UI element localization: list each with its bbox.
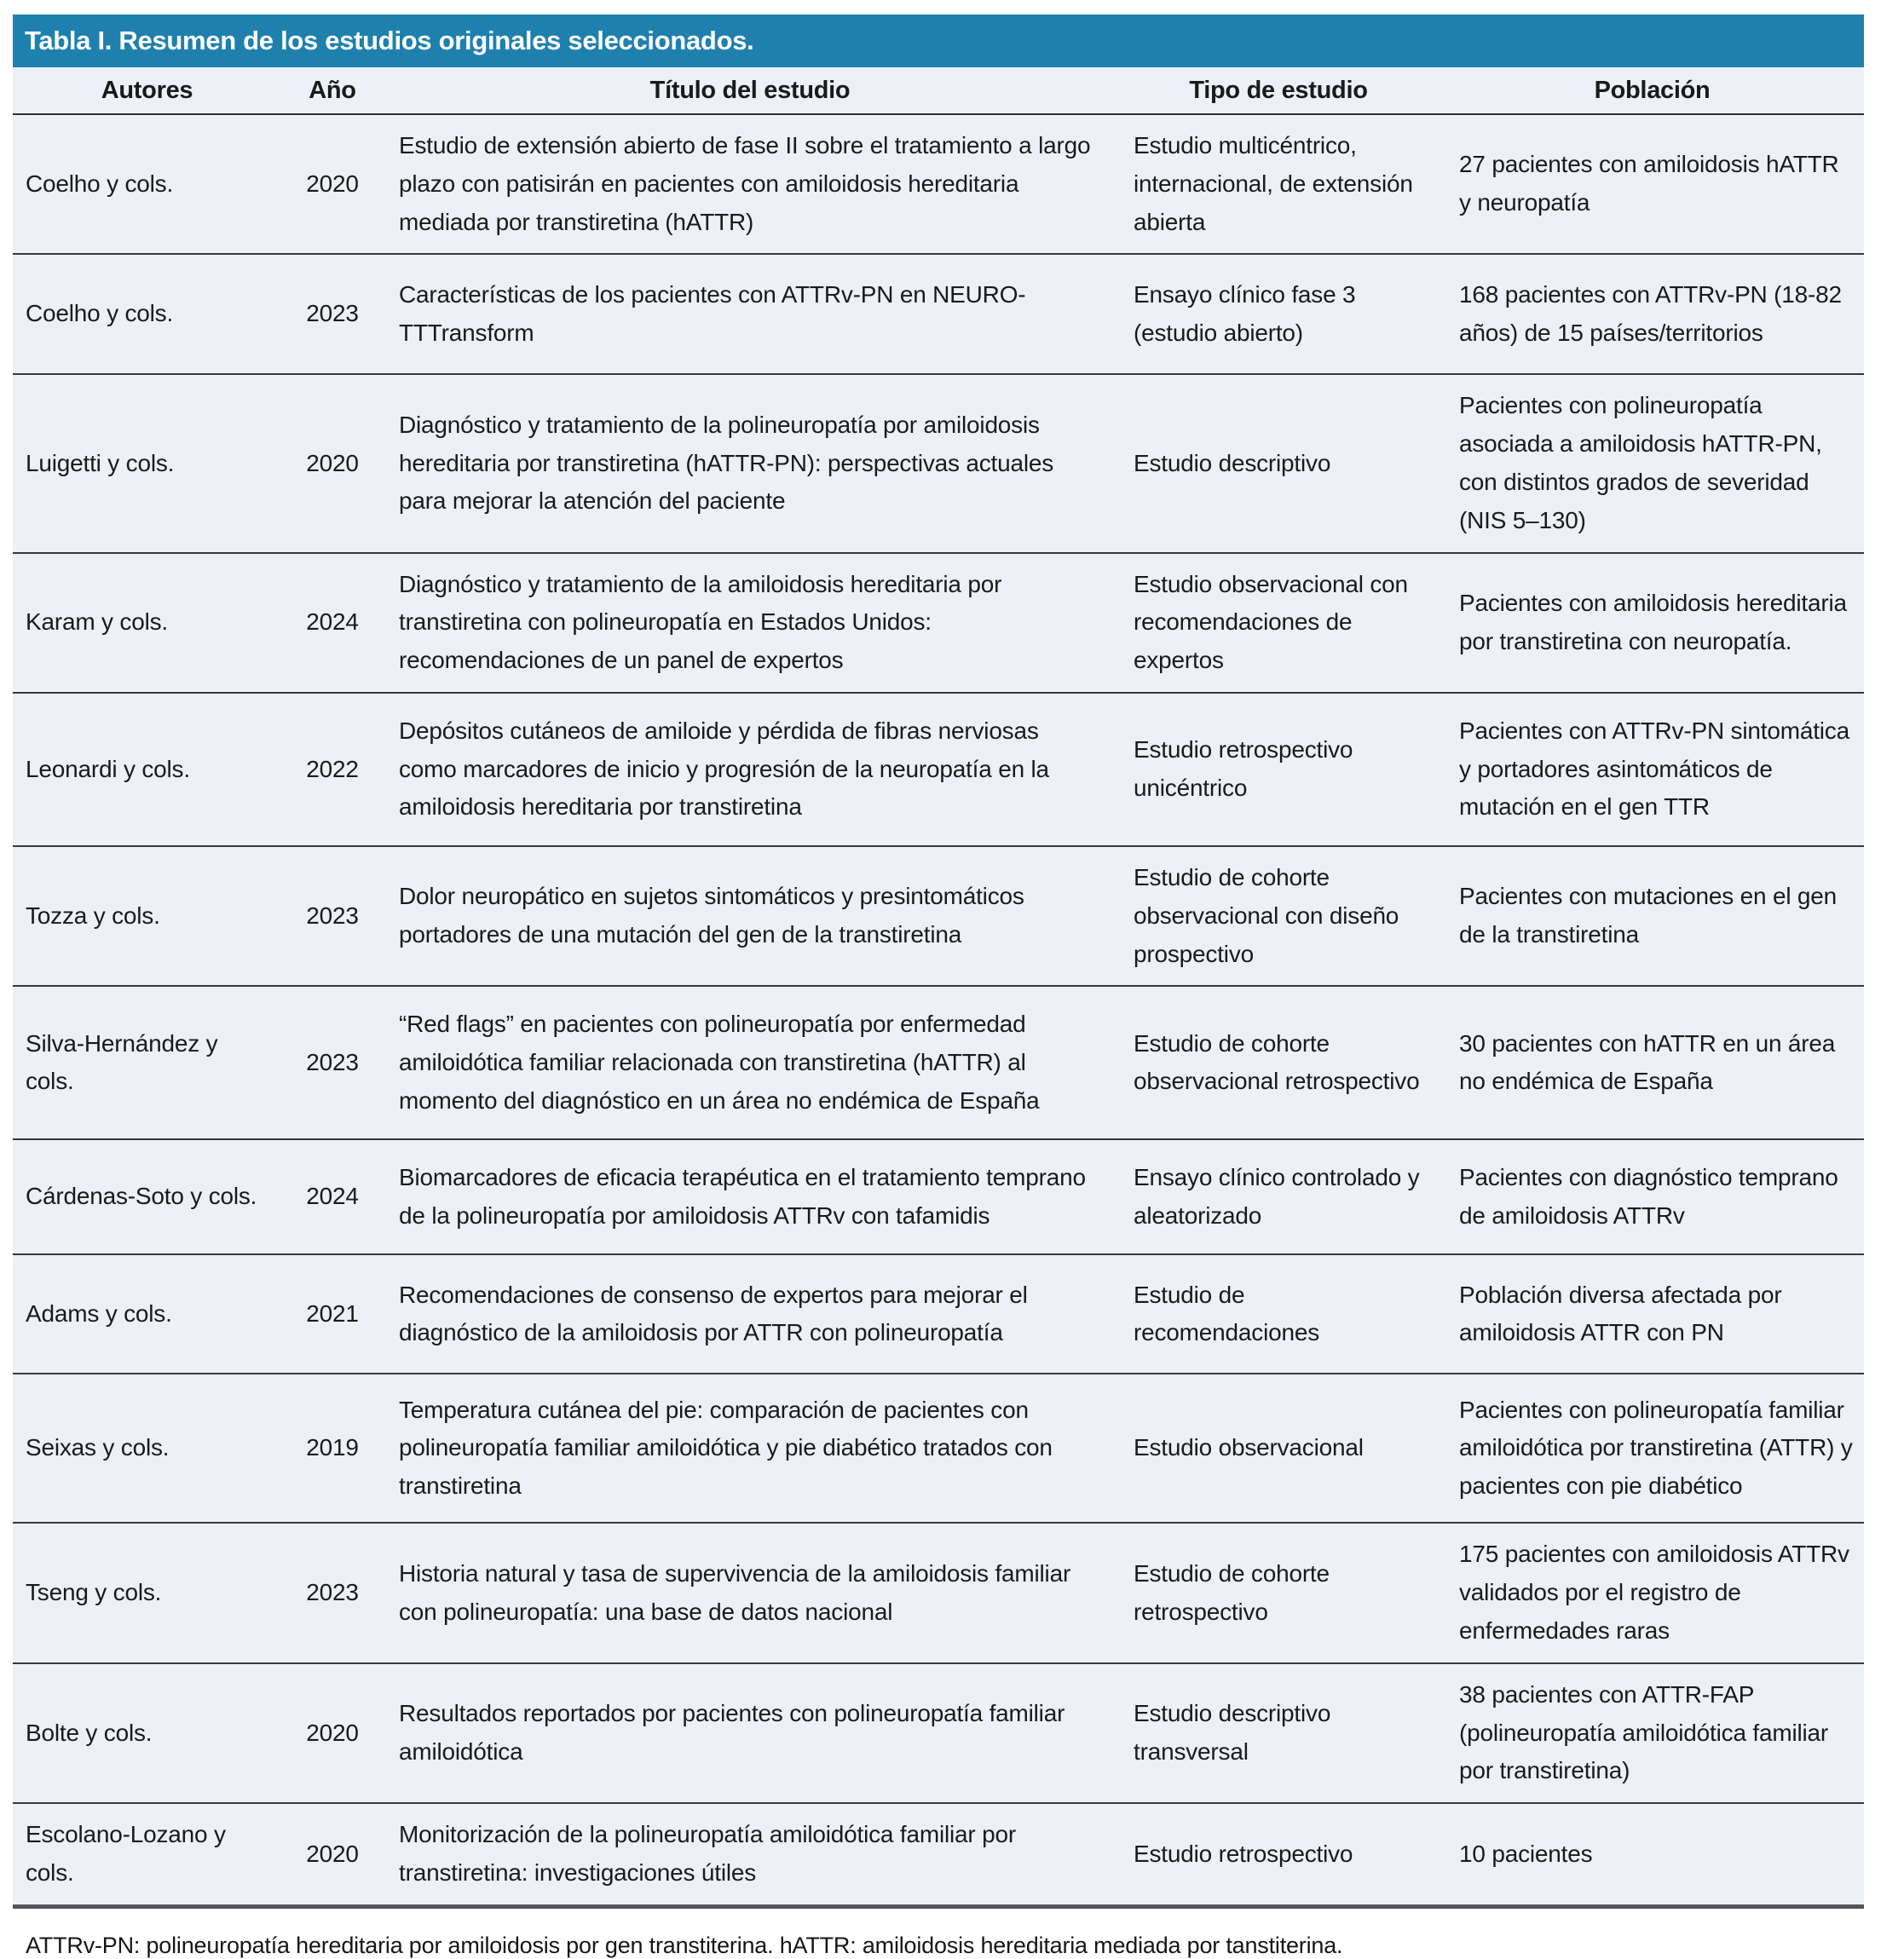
table-row xyxy=(13,1254,1864,1374)
cell-tipo: Estudio multicéntrico, internacional, de extensión abierta xyxy=(1116,114,1440,254)
cell-tipo: Estudio de recomendaciones xyxy=(1116,1254,1440,1374)
cell-autores: Bolte y cols. xyxy=(13,1663,281,1803)
cell-autores: Tseng y cols. xyxy=(13,1523,281,1662)
table-title: Tabla I. Resumen de los estudios originales seleccionados. xyxy=(13,14,1864,67)
cell-autores: Karam y cols. xyxy=(13,553,281,693)
studies-table xyxy=(13,67,1864,1909)
table-row xyxy=(13,846,1864,986)
cell-titulo: Diagnóstico y tratamiento de la amiloidosis hereditaria por transtiretina con polineuropatía en Estados Unidos: recomendaciones de un panel de expertos xyxy=(384,553,1116,693)
cell-autores: Adams y cols. xyxy=(13,1254,281,1374)
table-row xyxy=(13,986,1864,1139)
cell-tipo: Estudio de cohorte retrospectivo xyxy=(1116,1523,1440,1662)
cell-poblacion: Pacientes con ATTRv-PN sintomática y portadores asintomáticos de mutación en el gen TTR xyxy=(1440,693,1864,846)
table-row xyxy=(13,374,1864,552)
cell-ano: 2024 xyxy=(281,553,384,693)
cell-tipo: Estudio descriptivo xyxy=(1116,374,1440,552)
table-row xyxy=(13,1374,1864,1523)
cell-titulo: Monitorización de la polineuropatía amiloidótica familiar por transtiretina: investigaciones útiles xyxy=(384,1803,1116,1906)
cell-ano: 2023 xyxy=(281,1523,384,1662)
cell-titulo: Diagnóstico y tratamiento de la polineuropatía por amiloidosis hereditaria por transtiretina (hATTR-PN): perspectivas actuales para mejorar la atención del paciente xyxy=(384,374,1116,552)
cell-tipo: Estudio retrospectivo xyxy=(1116,1803,1440,1906)
table-row xyxy=(13,254,1864,374)
table-row xyxy=(13,553,1864,693)
cell-autores: Cárdenas-Soto y cols. xyxy=(13,1139,281,1254)
cell-tipo: Estudio retrospectivo unicéntrico xyxy=(1116,693,1440,846)
cell-poblacion: Población diversa afectada por amiloidosis ATTR con PN xyxy=(1440,1254,1864,1374)
cell-tipo: Estudio de cohorte observacional con diseño prospectivo xyxy=(1116,846,1440,986)
cell-poblacion: Pacientes con diagnóstico temprano de amiloidosis ATTRv xyxy=(1440,1139,1864,1254)
cell-ano: 2020 xyxy=(281,1663,384,1803)
cell-tipo: Estudio observacional con recomendaciones de expertos xyxy=(1116,553,1440,693)
table-row xyxy=(13,1139,1864,1254)
cell-titulo: Dolor neuropático en sujetos sintomáticos y presintomáticos portadores de una mutación del gen de la transtiretina xyxy=(384,846,1116,986)
table-row xyxy=(13,114,1864,254)
table-row xyxy=(13,693,1864,846)
cell-tipo: Ensayo clínico controlado y aleatorizado xyxy=(1116,1139,1440,1254)
cell-titulo: Temperatura cutánea del pie: comparación de pacientes con polineuropatía familiar amiloidótica y pie diabético tratados con transtiretina xyxy=(384,1374,1116,1523)
cell-titulo: Características de los pacientes con ATTRv-PN en NEURO-TTTransform xyxy=(384,254,1116,374)
cell-autores: Silva-Hernández y cols. xyxy=(13,986,281,1139)
cell-poblacion: Pacientes con amiloidosis hereditaria por transtiretina con neuropatía. xyxy=(1440,553,1864,693)
cell-titulo: Biomarcadores de eficacia terapéutica en el tratamiento temprano de la polineuropatía por amiloidosis ATTRv con tafamidis xyxy=(384,1139,1116,1254)
cell-autores: Seixas y cols. xyxy=(13,1374,281,1523)
cell-poblacion: Pacientes con polineuropatía familiar amiloidótica por transtiretina (ATTR) y pacientes con pie diabético xyxy=(1440,1374,1864,1523)
cell-titulo: Depósitos cutáneos de amiloide y pérdida de fibras nerviosas como marcadores de inicio y progresión de la neuropatía en la amiloidosis hereditaria por transtiretina xyxy=(384,693,1116,846)
column-header-poblacion: Población xyxy=(1440,67,1864,114)
cell-autores: Luigetti y cols. xyxy=(13,374,281,552)
column-header-titulo: Título del estudio xyxy=(384,67,1116,114)
cell-autores: Leonardi y cols. xyxy=(13,693,281,846)
cell-tipo: Ensayo clínico fase 3 (estudio abierto) xyxy=(1116,254,1440,374)
cell-poblacion: 175 pacientes con amiloidosis ATTRv validados por el registro de enfermedades raras xyxy=(1440,1523,1864,1662)
cell-titulo: Recomendaciones de consenso de expertos para mejorar el diagnóstico de la amiloidosis por ATTR con polineuropatía xyxy=(384,1254,1116,1374)
cell-poblacion: Pacientes con mutaciones en el gen de la transtiretina xyxy=(1440,846,1864,986)
cell-poblacion: 168 pacientes con ATTRv-PN (18-82 años) de 15 países/territorios xyxy=(1440,254,1864,374)
cell-titulo: “Red flags” en pacientes con polineuropatía por enfermedad amiloidótica familiar relacionada con transtiretina (hATTR) al momento del diagnóstico en un área no endémica de España xyxy=(384,986,1116,1139)
cell-autores: Escolano-Lozano y cols. xyxy=(13,1803,281,1906)
column-header-autores: Autores xyxy=(13,67,281,114)
cell-titulo: Estudio de extensión abierto de fase II sobre el tratamiento a largo plazo con patisirán en pacientes con amiloidosis hereditaria mediada por transtiretina (hATTR) xyxy=(384,114,1116,254)
cell-ano: 2023 xyxy=(281,254,384,374)
cell-autores: Coelho y cols. xyxy=(13,114,281,254)
cell-ano: 2020 xyxy=(281,114,384,254)
table-footnote: ATTRv-PN: polineuropatía hereditaria por amiloidosis por gen transtiterina. hATTR: amiloidosis hereditaria mediada por tanstiterina. xyxy=(26,1932,1343,1958)
cell-tipo: Estudio descriptivo transversal xyxy=(1116,1663,1440,1803)
cell-ano: 2020 xyxy=(281,1803,384,1906)
table-row xyxy=(13,1523,1864,1662)
column-header-tipo: Tipo de estudio xyxy=(1116,67,1440,114)
header-row xyxy=(13,67,1864,114)
cell-poblacion: 38 pacientes con ATTR-FAP (polineuropatía amiloidótica familiar por transtiretina) xyxy=(1440,1663,1864,1803)
cell-poblacion: Pacientes con polineuropatía asociada a amiloidosis hATTR-PN, con distintos grados de severidad (NIS 5–130) xyxy=(1440,374,1864,552)
cell-titulo: Resultados reportados por pacientes con polineuropatía familiar amiloidótica xyxy=(384,1663,1116,1803)
cell-tipo: Estudio observacional xyxy=(1116,1374,1440,1523)
cell-autores: Tozza y cols. xyxy=(13,846,281,986)
cell-ano: 2019 xyxy=(281,1374,384,1523)
cell-ano: 2022 xyxy=(281,693,384,846)
cell-ano: 2021 xyxy=(281,1254,384,1374)
cell-poblacion: 30 pacientes con hATTR en un área no endémica de España xyxy=(1440,986,1864,1139)
cell-ano: 2023 xyxy=(281,846,384,986)
cell-titulo: Historia natural y tasa de supervivencia de la amiloidosis familiar con polineuropatía: una base de datos nacional xyxy=(384,1523,1116,1662)
cell-ano: 2020 xyxy=(281,374,384,552)
column-header-ano: Año xyxy=(281,67,384,114)
cell-poblacion: 27 pacientes con amiloidosis hATTR y neuropatía xyxy=(1440,114,1864,254)
cell-tipo: Estudio de cohorte observacional retrospectivo xyxy=(1116,986,1440,1139)
paper-table xyxy=(13,14,1864,1959)
cell-autores: Coelho y cols. xyxy=(13,254,281,374)
cell-ano: 2023 xyxy=(281,986,384,1139)
cell-ano: 2024 xyxy=(281,1139,384,1254)
table-row xyxy=(13,1663,1864,1803)
cell-poblacion: 10 pacientes xyxy=(1440,1803,1864,1906)
table-row xyxy=(13,1803,1864,1906)
